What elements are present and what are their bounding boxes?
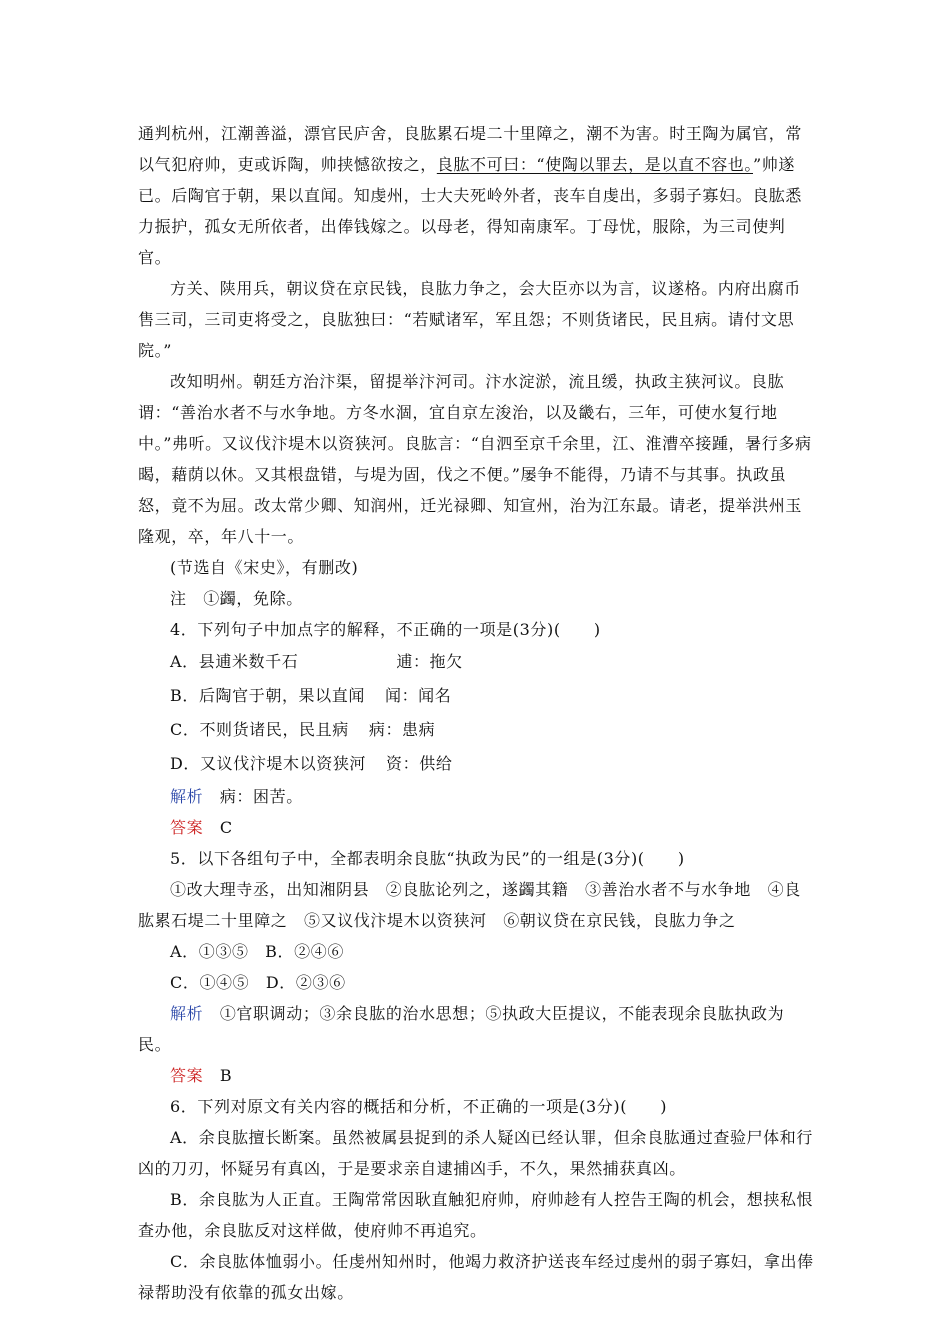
question-4-answer [138,812,814,843]
question-5-items: ①改大理寺丞，出知湘阴县 ②良肱论列之，遂蠲其籍 ③善治水者不与水争地 ④良肱累石堤二十里障之 ⑤又议伐汴堤木以资狭河 ⑥朝议贷在京民钱，良肱力争之 [138,880,801,930]
answer-text: B [219,1066,233,1085]
passage-paragraph-1 [138,118,814,273]
question-4-stem: 4．下列句子中加点字的解释，不正确的一项是(3分)( ) [170,620,601,639]
answer-label: 答案 [170,1066,204,1085]
question-6-stem: 6．下列对原文有关内容的概括和分析，不正确的一项是(3分)( ) [170,1097,668,1116]
option-gloss: 逋：拖欠 [396,652,463,671]
question-6-option-c: C．余良肱体恤弱小。任虔州知州时，他竭力救济护送丧车经过虔州的弱子寡妇，拿出俸禄帮助没有依靠的孤女出嫁。 [138,1252,814,1302]
option-text: B．后陶官于朝，果以直闻 [170,686,365,705]
question-4-option-c [138,713,814,747]
passage-paragraph-2: 方关、陕用兵，朝议贷在京民钱，良肱力争之，会大臣亦以为言，议遂格。内府出腐币售三司，三司吏将受之，良肱独曰：“若赋诸军，军且怨；不则货诸民，民且病。请付文思院。” [138,279,801,360]
passage-paragraph-3: 改知明州。朝廷方治汴渠，留提举汴河司。汴水淀淤，流且缓，执政主狭河议。良肱谓：“善治水者不与水争地。方冬水涸，宜自京左浚治，以及畿右，三年，可使水复行地中。”弗听。又议伐汴堤木以资狭河。良肱言：“自泗至京千余里，江、淮漕卒接踵，暑行多病暍，藉荫以休。又其根盘错，与堤为固，伐之不便。”屡争不能得，乃请不与其事。执政虽怒，竟不为屈。改太常少卿、知润州，迁光禄卿、知宣州，治为江东最。请老，提举洪州玉隆观，卒，年八十一。 [138,372,812,546]
passage-p1-text: 通判杭州，江潮善溢，漂官民庐舍，良肱累石堤二十里障之，潮不为害。时王陶为属官，常以气犯府帅，吏或诉陶，帅挟憾欲按之， [138,124,803,174]
question-5-answer [138,1060,814,1091]
analysis-text: 病：困苦。 [219,787,303,806]
option-gloss: 病：患病 [368,720,436,739]
question-4-analysis [138,781,814,812]
underlined-sentence: 良肱不可曰：“使陶以罪去，是以直不容也。 [436,155,753,174]
question-6-option-a: A．余良肱擅长断案。虽然被属县捉到的杀人疑凶已经认罪，但余良肱通过查验尸体和行凶的刀刃，怀疑另有真凶，于是要求亲自逮捕凶手，不久，果然捕获真凶。 [138,1128,813,1178]
question-4-option-a [138,645,814,679]
answer-text: C [219,818,233,837]
question-5-analysis [138,998,814,1060]
option-text: C．不则货诸民，民且病 [170,720,349,739]
question-5-stem: 5．以下各组句子中，全都表明余良肱“执政为民”的一组是(3分)( ) [170,849,685,868]
question-4-option-d [138,747,814,781]
option-gloss: 资：供给 [386,754,453,773]
analysis-text: ①官职调动；③余良肱的治水思想；⑤执政大臣提议，不能表现余良肱执政为民。 [138,1004,785,1054]
option-gloss: 闻：闻名 [384,686,452,705]
question-5-options-row-2: C．①④⑤ D．②③⑥ [170,973,346,992]
question-6-option-b: B．余良肱为人正直。王陶常常因耿直触犯府帅，府帅趁有人控告王陶的机会，想挟私恨查办他，余良肱反对这样做，使府帅不再追究。 [138,1190,814,1240]
passage-note: 注 ①蠲，免除。 [170,589,303,608]
question-5-options-row-1: A．①③⑤ B．②④⑥ [170,942,344,961]
answer-label: 答案 [170,818,204,837]
document-content [138,118,814,1308]
option-text: D．又议伐汴堤木以资狭河 [170,754,367,773]
option-text: A．县逋米数千石 [170,652,299,671]
passage-p1-text-continued: ”帅遂已。后陶官于朝，果以直闻。知虔州，士大夫死岭外者，丧车自虔出，多弱子寡妇。良肱悉力振护，孤女无所依者，出俸钱嫁之。以母老，得知南康军。丁母忧，服除，为三司使判官。 [138,155,803,267]
question-4-option-b [138,679,814,713]
passage-source: (节选自《宋史》，有删改) [170,558,359,577]
analysis-label: 解析 [170,1004,204,1023]
analysis-label: 解析 [170,787,204,806]
